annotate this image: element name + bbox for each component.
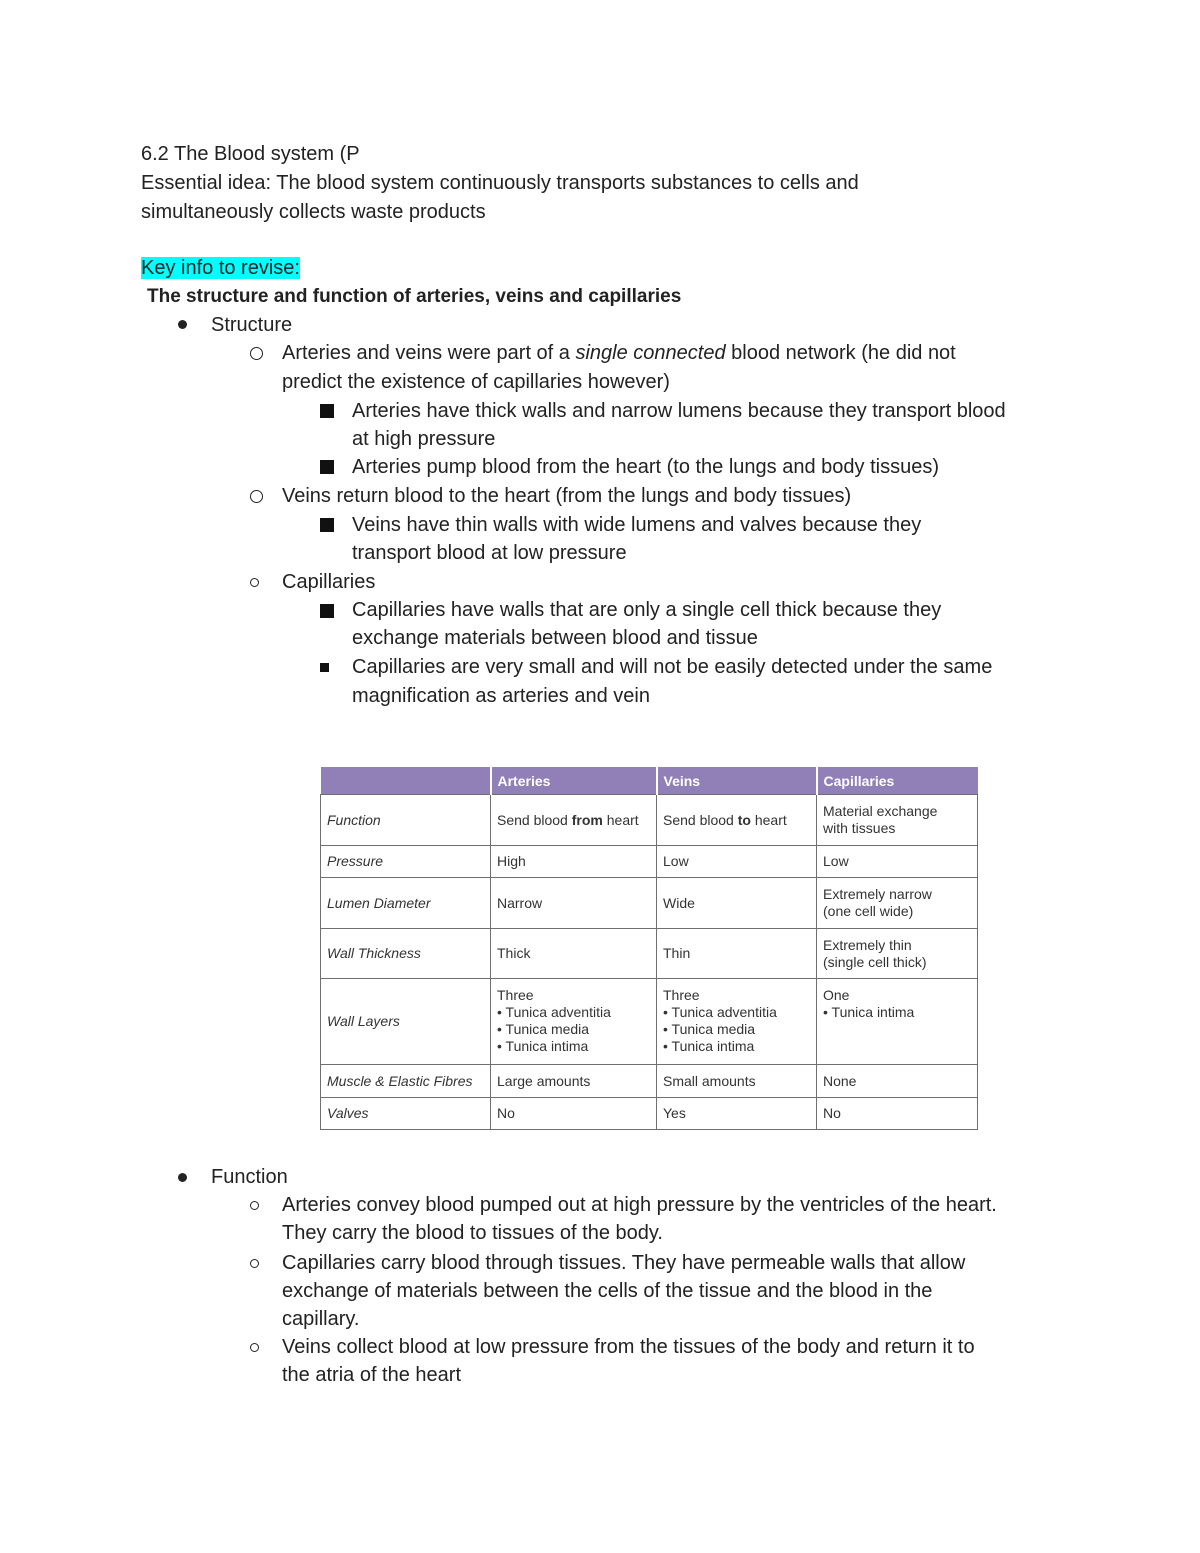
structure-label: Structure (211, 314, 293, 336)
cell-text: Send blood (663, 811, 738, 828)
table-cell: Small amounts (657, 1065, 817, 1098)
item1-text-c: blood network (he did not (725, 342, 956, 364)
table-row (321, 846, 978, 878)
cell-list (823, 1004, 971, 1021)
structure-sub3-line1: Veins have thin walls with wide lumens and valves because they (352, 514, 922, 536)
table-cell (817, 878, 978, 929)
cell-text: (single cell thick) (823, 953, 927, 970)
list-item: • Tunica media (497, 1021, 650, 1038)
table-header-cell: Capillaries (817, 767, 978, 795)
table-cell: High (491, 846, 657, 878)
bullet-circle-icon (250, 347, 263, 360)
item1-text-italic: single connected (575, 342, 726, 364)
table-cell: Narrow (491, 878, 657, 929)
doc-title: 6.2 The Blood system (P (141, 143, 360, 165)
table-cell (817, 929, 978, 979)
function-label: Function (211, 1166, 288, 1188)
essential-idea-line1: Essential idea: The blood system continuously transports substances to cells and (141, 172, 859, 194)
structure-item-1 (282, 339, 956, 367)
table-row (321, 795, 978, 846)
list-item: • Tunica intima (663, 1038, 810, 1055)
bullet-circle-icon (250, 1259, 259, 1268)
table-header-row (321, 767, 978, 795)
bullet-square-icon (320, 404, 334, 418)
bullet-square-icon (320, 663, 329, 672)
function-item-2-line2: exchange of materials between the cells of the tissue and the blood in the (282, 1280, 933, 1302)
structure-sub4-line1: Capillaries have walls that are only a single cell thick because they (352, 599, 942, 621)
table-cell: Large amounts (491, 1065, 657, 1098)
structure-item-3: Capillaries (282, 571, 376, 593)
cell-list (663, 1004, 810, 1055)
function-item-3-line1: Veins collect blood at low pressure from the tissues of the body and return it to (282, 1336, 975, 1358)
bullet-square-icon (320, 604, 334, 618)
row-label: Wall Thickness (321, 929, 491, 979)
table-cell (817, 795, 978, 846)
table-cell: None (817, 1065, 978, 1098)
list-item: • Tunica adventitia (497, 1004, 650, 1021)
bullet-circle-icon (250, 1343, 259, 1352)
cell-text: with tissues (823, 820, 896, 836)
cell-bold-text: from (571, 811, 603, 828)
table-cell: No (817, 1098, 978, 1130)
item1-text-a: Arteries and veins were part of a (282, 342, 576, 364)
section-heading: The structure and function of arteries, veins and capillaries (147, 286, 682, 307)
structure-item-1-line2: predict the existence of capillaries however) (282, 371, 670, 393)
table-row (321, 878, 978, 929)
table-header-cell: Veins (657, 767, 817, 795)
table-cell: Yes (657, 1098, 817, 1130)
structure-sub5-line2: magnification as arteries and vein (352, 685, 650, 707)
table-row (321, 1098, 978, 1130)
row-label: Muscle & Elastic Fibres (321, 1065, 491, 1098)
cell-text: (one cell wide) (823, 903, 914, 919)
cell-text: One (823, 987, 850, 1003)
bullet-square-icon (320, 518, 334, 532)
list-item: • Tunica intima (497, 1038, 650, 1055)
key-info-highlight: Key info to revise: (141, 257, 300, 279)
bullet-circle-icon (250, 578, 259, 587)
cell-text: Send blood (497, 811, 572, 828)
structure-item-2: Veins return blood to the heart (from the lungs and body tissues) (282, 485, 852, 507)
cell-text: Extremely narrow (823, 886, 932, 902)
cell-text: Three (663, 987, 700, 1003)
cell-text: Three (497, 987, 534, 1003)
cell-text: heart (750, 811, 787, 828)
structure-sub4-line2: exchange materials between blood and tissue (352, 627, 758, 649)
bullet-disc-icon (178, 1173, 187, 1182)
function-item-2-line3: capillary. (282, 1308, 360, 1330)
cell-text: Material exchange (823, 803, 938, 819)
table-header-cell (321, 767, 491, 795)
list-item: • Tunica adventitia (663, 1004, 810, 1021)
table-cell: Thin (657, 929, 817, 979)
table-cell: Thick (491, 929, 657, 979)
cell-text: heart (602, 811, 639, 828)
function-item-3-line2: the atria of the heart (282, 1364, 462, 1386)
row-label: Lumen Diameter (321, 878, 491, 929)
row-label: Function (321, 795, 491, 846)
table-cell (817, 979, 978, 1065)
table-cell (491, 795, 657, 846)
table-cell (491, 979, 657, 1065)
table-cell: No (491, 1098, 657, 1130)
function-item-1-line1: Arteries convey blood pumped out at high pressure by the ventricles of the heart. (282, 1194, 997, 1216)
row-label: Valves (321, 1098, 491, 1130)
structure-sub1-line2: at high pressure (352, 428, 496, 450)
table-cell (657, 795, 817, 846)
bullet-disc-icon (178, 320, 187, 329)
function-item-1-line2: They carry the blood to tissues of the body. (282, 1222, 663, 1244)
table-cell (657, 979, 817, 1065)
list-item: • Tunica media (663, 1021, 810, 1038)
table-row (321, 929, 978, 979)
comparison-table (320, 767, 978, 1130)
structure-sub2: Arteries pump blood from the heart (to the lungs and body tissues) (352, 456, 939, 478)
structure-sub5-line1: Capillaries are very small and will not be easily detected under the same (352, 656, 993, 678)
table-header-cell: Arteries (491, 767, 657, 795)
row-label: Wall Layers (321, 979, 491, 1065)
bullet-circle-icon (250, 1201, 259, 1210)
table-cell: Low (817, 846, 978, 878)
bullet-circle-icon (250, 490, 263, 503)
row-label: Pressure (321, 846, 491, 878)
key-info-label (141, 254, 300, 282)
list-item: • Tunica intima (823, 1004, 971, 1021)
structure-sub1-line1: Arteries have thick walls and narrow lumens because they transport blood (352, 400, 1006, 422)
cell-bold-text: to (737, 811, 751, 828)
table-cell: Low (657, 846, 817, 878)
cell-text: Extremely thin (823, 936, 912, 953)
bullet-square-icon (320, 460, 334, 474)
cell-list (497, 1004, 650, 1055)
essential-idea-line2: simultaneously collects waste products (141, 201, 486, 223)
table-cell: Wide (657, 878, 817, 929)
table-row (321, 1065, 978, 1098)
function-item-2-line1: Capillaries carry blood through tissues. They have permeable walls that allow (282, 1252, 966, 1274)
table-row (321, 979, 978, 1065)
structure-sub3-line2: transport blood at low pressure (352, 542, 627, 564)
